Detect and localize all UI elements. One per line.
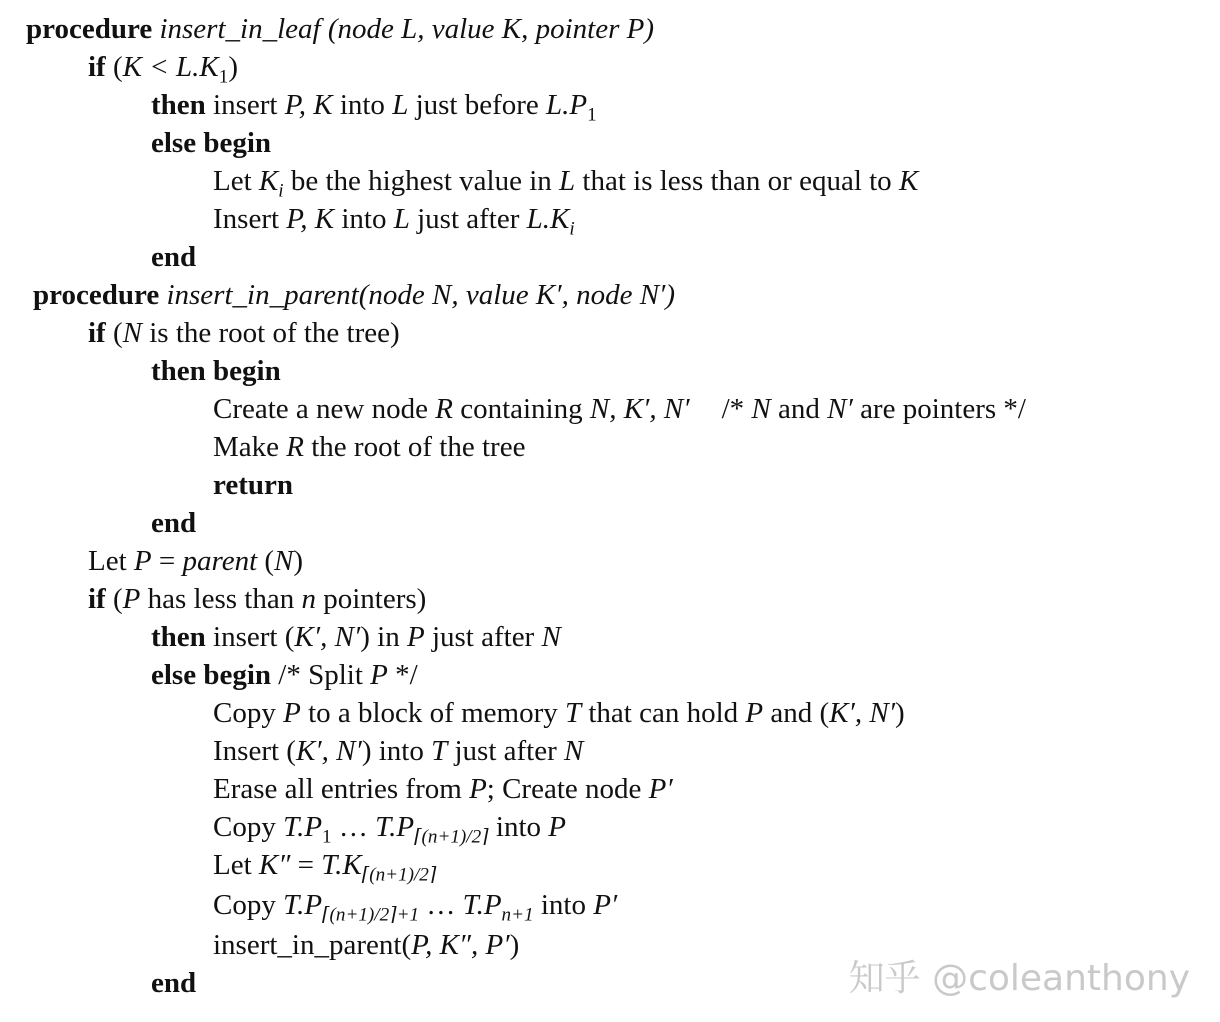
- text: Copy: [213, 811, 284, 843]
- text: just before: [408, 89, 547, 121]
- var: P′: [593, 889, 618, 921]
- var: P: [745, 697, 764, 729]
- subscript: 1: [322, 826, 332, 848]
- comment: /*: [721, 393, 752, 425]
- paren: (: [257, 545, 275, 577]
- var: T: [564, 697, 582, 729]
- var: N: [122, 317, 142, 349]
- text: =: [151, 545, 183, 577]
- subscript: 1: [587, 104, 597, 126]
- parent-end-line-1: [151, 504, 196, 542]
- keyword-then: then: [151, 621, 206, 653]
- keyword-else: else: [151, 659, 197, 691]
- keyword-procedure: procedure: [26, 13, 153, 45]
- keyword-begin: begin: [203, 659, 272, 691]
- parent-let-k-line: [213, 846, 436, 884]
- procedure-name-insert-in-parent: insert_in_parent: [166, 279, 359, 311]
- subscript: i: [569, 218, 575, 240]
- text: be the highest value in: [283, 165, 560, 197]
- var: K: [258, 165, 279, 197]
- text: that can hold: [581, 697, 746, 729]
- keyword-if: if: [88, 51, 106, 83]
- paren: ): [293, 545, 304, 577]
- parent-insert-into-T-line: [213, 732, 583, 770]
- keyword-procedure: procedure: [33, 279, 160, 311]
- paren: ): [228, 51, 239, 83]
- parent-if-pointers-line: [88, 580, 426, 618]
- keyword-end: end: [151, 507, 197, 539]
- text: Let: [213, 165, 259, 197]
- text: just after: [424, 621, 542, 653]
- vars: N, K′, N′: [589, 393, 690, 425]
- var: R: [286, 431, 304, 463]
- procedure-parent-header: [33, 276, 675, 314]
- text: to a block of memory: [300, 697, 565, 729]
- subscript: i: [278, 180, 284, 202]
- parent-if-root-line: [88, 314, 400, 352]
- var: T.K: [321, 849, 362, 881]
- var: T: [431, 735, 448, 767]
- ellipsis: …: [419, 889, 463, 921]
- var: T.P: [462, 889, 502, 921]
- var: n: [301, 583, 316, 615]
- var: K″: [258, 849, 291, 881]
- watermark: 知乎 @coleanthony: [848, 958, 1190, 999]
- function: parent: [182, 545, 258, 577]
- keyword-if: if: [88, 583, 106, 615]
- var: P: [133, 545, 152, 577]
- function-call: insert_in_parent(: [213, 929, 412, 961]
- parent-let-parent-line: [88, 542, 303, 580]
- var: N: [274, 545, 294, 577]
- parent-then-insert-line: [151, 618, 561, 656]
- var: P: [406, 621, 425, 653]
- parent-make-root-line: [213, 428, 525, 466]
- paren: ): [509, 929, 520, 961]
- text: into: [334, 203, 394, 235]
- leaf-end-line: [151, 238, 196, 276]
- leaf-then-line: [151, 86, 597, 124]
- var: L: [392, 89, 409, 121]
- var: P: [370, 659, 388, 691]
- parent-create-line: [213, 390, 1026, 428]
- keyword-then: then: [151, 89, 206, 121]
- text: into: [488, 811, 549, 843]
- parent-else-split-line: [151, 656, 418, 694]
- var: T.P: [283, 889, 323, 921]
- text: Erase all entries from: [213, 773, 470, 805]
- var: N: [541, 621, 561, 653]
- procedure-params: (node N, value K′, node N′): [358, 279, 676, 311]
- text: ) in: [360, 621, 407, 653]
- var: P′: [648, 773, 673, 805]
- leaf-let-line: [213, 162, 918, 200]
- paren: ): [895, 697, 905, 729]
- paren: (: [105, 51, 123, 83]
- text: and (: [763, 697, 830, 729]
- keyword-end: end: [151, 967, 197, 999]
- text: containing: [452, 393, 590, 425]
- var: P: [283, 697, 301, 729]
- paren: (: [105, 583, 123, 615]
- var: N′: [827, 393, 853, 425]
- subscript: 1: [218, 66, 229, 88]
- text: is the root of the tree): [141, 317, 400, 349]
- vars: K′, N′: [829, 697, 896, 729]
- keyword-then: then: [151, 355, 206, 387]
- text: =: [290, 849, 322, 881]
- paren: (: [105, 317, 123, 349]
- text: Make: [213, 431, 287, 463]
- leaf-if-line: [88, 48, 238, 86]
- parent-copy-second-half-line: [213, 886, 617, 924]
- ellipsis: …: [331, 811, 376, 843]
- procedure-leaf-header: [26, 10, 654, 48]
- parent-copy-to-T-line: [213, 694, 905, 732]
- parent-end-line-2: [151, 964, 196, 1002]
- procedure-name-insert-in-leaf: insert_in_leaf: [159, 13, 321, 45]
- procedure-params: (node L, value K, pointer P): [327, 13, 655, 45]
- text: just after: [447, 735, 564, 767]
- subscript: n+1: [501, 904, 534, 926]
- comment: and: [770, 393, 828, 425]
- var: R: [435, 393, 453, 425]
- var: T.P: [283, 811, 323, 843]
- text: insert: [205, 89, 285, 121]
- text: just after: [409, 203, 527, 235]
- subscript: ⌈(n+1)/2⌉+1: [322, 904, 420, 926]
- keyword-else: else: [151, 127, 197, 159]
- keyword-begin: begin: [213, 355, 281, 387]
- text: ; Create node: [486, 773, 649, 805]
- comment: */: [387, 659, 418, 691]
- text: that is less than or equal to: [575, 165, 899, 197]
- text: pointers): [315, 583, 427, 615]
- vars: P, K: [286, 203, 335, 235]
- var: L: [559, 165, 576, 197]
- subscript: ⌈(n+1)/2⌉: [361, 864, 437, 886]
- var: P: [122, 583, 141, 615]
- condition: K < L.K: [122, 51, 219, 83]
- text: has less than: [140, 583, 302, 615]
- text: insert (: [205, 621, 295, 653]
- comment: are pointers */: [852, 393, 1026, 425]
- var: L.P: [546, 89, 588, 121]
- vars: P, K: [284, 89, 333, 121]
- text: Copy: [213, 889, 284, 921]
- leaf-else-begin-line: [151, 124, 271, 162]
- var: K: [898, 165, 919, 197]
- parent-recursive-call-line: [213, 926, 519, 964]
- text: ) into: [361, 735, 432, 767]
- comment: /* Split: [271, 659, 371, 691]
- var: P: [548, 811, 566, 843]
- text: Let: [213, 849, 259, 881]
- var: L.K: [526, 203, 570, 235]
- text: into: [533, 889, 594, 921]
- text: Insert (: [213, 735, 296, 767]
- parent-return-line: [213, 466, 293, 504]
- text: the root of the tree: [304, 431, 526, 463]
- args: P, K″, P′: [411, 929, 510, 961]
- text: Copy: [213, 697, 284, 729]
- text: into: [332, 89, 393, 121]
- subscript: ⌈(n+1)/2⌉: [414, 826, 489, 848]
- vars: K′, N′: [294, 621, 361, 653]
- parent-erase-line: [213, 770, 673, 808]
- keyword-begin: begin: [203, 127, 272, 159]
- keyword-end: end: [151, 241, 197, 273]
- var: P: [469, 773, 487, 805]
- var: T.P: [375, 811, 415, 843]
- var: L: [393, 203, 410, 235]
- vars: K′, N′: [295, 735, 362, 767]
- keyword-return: return: [213, 469, 294, 501]
- parent-copy-first-half-line: [213, 808, 566, 846]
- text: Let: [88, 545, 134, 577]
- leaf-insert-line: [213, 200, 575, 238]
- text: Create a new node: [213, 393, 436, 425]
- keyword-if: if: [88, 317, 106, 349]
- var: N: [751, 393, 771, 425]
- parent-then-begin-line: [151, 352, 281, 390]
- text: Insert: [213, 203, 287, 235]
- var: N: [564, 735, 584, 767]
